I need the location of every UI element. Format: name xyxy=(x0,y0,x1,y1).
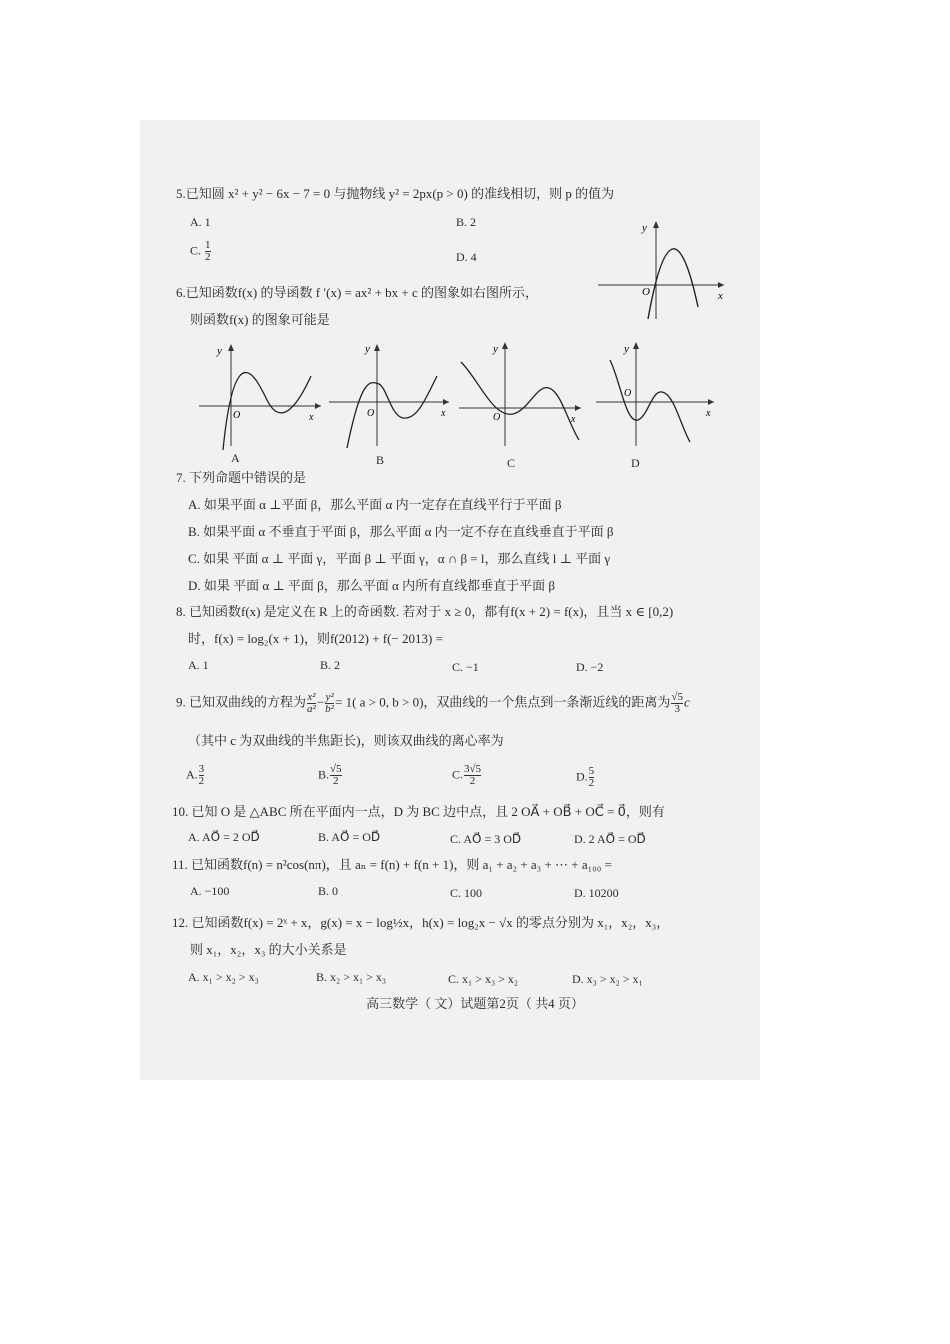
svg-text:x: x xyxy=(571,414,576,425)
svg-text:x: x xyxy=(706,408,711,419)
q6-graph-c-label: C xyxy=(507,456,516,470)
q6-graph-b-label: B xyxy=(376,453,385,467)
q10-option-a: A. AO⃗ = 2 OD⃗ xyxy=(188,830,260,844)
q10-option-d: D. 2 AO⃗ = OD⃗ xyxy=(574,832,646,846)
svg-text:x: x xyxy=(441,408,446,419)
q9-option-b: B. $\frac{√5}{2}$ xyxy=(318,763,342,787)
q6-graph-d-label: D xyxy=(631,456,640,470)
q5-option-b: B. 2 xyxy=(456,215,477,229)
q12-option-a: A. x₁ > x₂ > x₃ xyxy=(188,970,259,984)
q9-option-a: A. $\frac{3}{2}$ xyxy=(186,763,205,787)
q12-option-c: C. x₁ > x₃ > x₂ xyxy=(448,972,519,986)
svg-text:O: O xyxy=(367,408,375,419)
q11-option-a: A. −100 xyxy=(190,884,230,898)
svg-text:O: O xyxy=(624,388,632,399)
q12-option-b: B. x₂ > x₁ > x₃ xyxy=(316,970,387,984)
svg-text:y: y xyxy=(493,343,498,355)
q5-option-a: A. 1 xyxy=(190,215,211,229)
svg-text:O: O xyxy=(233,410,241,421)
q12-option-d: D. x₃ > x₂ > x₁ xyxy=(572,972,643,986)
q9-option-c: C. $\frac{3√5}{2}$ xyxy=(452,763,482,787)
q9-stem-line2: （其中 c 为双曲线的半焦距长)，则该双曲线的离心率为 xyxy=(188,733,504,748)
q8-option-a: A. 1 xyxy=(188,658,209,672)
q11-option-b: B. 0 xyxy=(318,884,339,898)
q6-stem-line1: 6.已知函数f(x) 的导函数 f ′(x) = ax² + bx + c 的图象如右图所示， xyxy=(176,285,539,300)
svg-text:y: y xyxy=(217,345,222,357)
q5-option-d: D. 4 xyxy=(456,250,477,264)
q8-option-b: B. 2 xyxy=(320,658,341,672)
page-footer: 高三数学（ 文）试题第2页（ 共4 页） xyxy=(366,996,584,1011)
q9-stem-line1: 9. 已知双曲线的方程为 $\frac{\text{x²}}{\text{a²}}$ − $\frac{\text{y²}}{\text{b²}}$ = 1( a > 0, b > 0)，双曲线的一个焦点到一条渐近线的距离为 $\frac{√5}{3}$ c xyxy=(176,691,690,715)
q6-graph-b xyxy=(325,340,455,450)
q5-stem: 5.已知圆 x² + y² − 6x − 7 = 0 与抛物线 y² = 2px(p > 0) 的准线相切，则 p 的值为 xyxy=(176,186,615,201)
svg-text:y: y xyxy=(642,222,647,234)
q11-stem: 11. 已知函数f(n) = n²cos(nπ)，且 aₙ = f(n) + f(n + 1)，则 a₁ + a₂ + a₃ + ⋯ + a₁₀₀ = xyxy=(172,857,612,872)
q10-option-c: C. AO⃗ = 3 OD⃗ xyxy=(450,832,522,846)
q6-graph-a xyxy=(195,340,325,450)
q7-option-b: B. 如果平面 α 不垂直于平面 β，那么平面 α 内一定不存在直线垂直于平面 β xyxy=(188,524,614,539)
q12-stem-line1: 12. 已知函数f(x) = 2ˣ + x，g(x) = x − log½x，h(x) = log₂x − √x 的零点分别为 x₁，x₂，x₃， xyxy=(172,915,670,930)
q9-option-d: D. $\frac{5}{2}$ xyxy=(576,765,595,789)
q8-stem-line1: 8. 已知函数f(x) 是定义在 R 上的奇函数. 若对于 x ≥ 0，都有f(x + 2) = f(x)，且当 x ∈ [0,2) xyxy=(176,604,674,619)
q7-option-d: D. 如果 平面 α ⊥ 平面 β，那么平面 α 内所有直线都垂直于平面 β xyxy=(188,578,555,593)
q12-stem-line2: 则 x₁，x₂，x₃ 的大小关系是 xyxy=(190,942,347,957)
q7-stem: 7. 下列命题中错误的是 xyxy=(176,470,307,485)
derivative-graph xyxy=(590,215,730,325)
q10-stem: 10. 已知 O 是 △ABC 所在平面内一点，D 为 BC 边中点，且 2 OA⃗ + OB⃗ + OC⃗ = 0⃗，则有 xyxy=(172,804,665,819)
svg-text:O: O xyxy=(493,412,501,423)
q8-stem-line2: 时，f(x) = log₂(x + 1)，则f(2012) + f(− 2013) = xyxy=(188,631,443,646)
q6-graph-c xyxy=(455,340,585,450)
q8-option-d: D. −2 xyxy=(576,660,604,674)
svg-text:y: y xyxy=(365,343,370,355)
q11-option-c: C. 100 xyxy=(450,886,483,900)
q10-option-b: B. AO⃗ = OD⃗ xyxy=(318,830,381,844)
q8-option-c: C. −1 xyxy=(452,660,479,674)
q7-option-a: A. 如果平面 α ⊥平面 β，那么平面 α 内一定存在直线平行于平面 β xyxy=(188,497,562,512)
q6-stem-line2: 则函数f(x) 的图象可能是 xyxy=(190,312,330,327)
q6-graph-a-label: A xyxy=(231,451,240,465)
svg-text:x: x xyxy=(718,290,723,302)
q5-option-c: C. $\frac{1}{2}$ xyxy=(190,239,211,263)
svg-text:O: O xyxy=(642,286,650,298)
svg-text:x: x xyxy=(309,412,314,423)
svg-text:y: y xyxy=(624,343,629,355)
q6-graph-d xyxy=(590,340,720,450)
q11-option-d: D. 10200 xyxy=(574,886,619,900)
q7-option-c: C. 如果 平面 α ⊥ 平面 γ，平面 β ⊥ 平面 γ，α ∩ β = l，那么直线 l ⊥ 平面 γ xyxy=(188,551,611,566)
